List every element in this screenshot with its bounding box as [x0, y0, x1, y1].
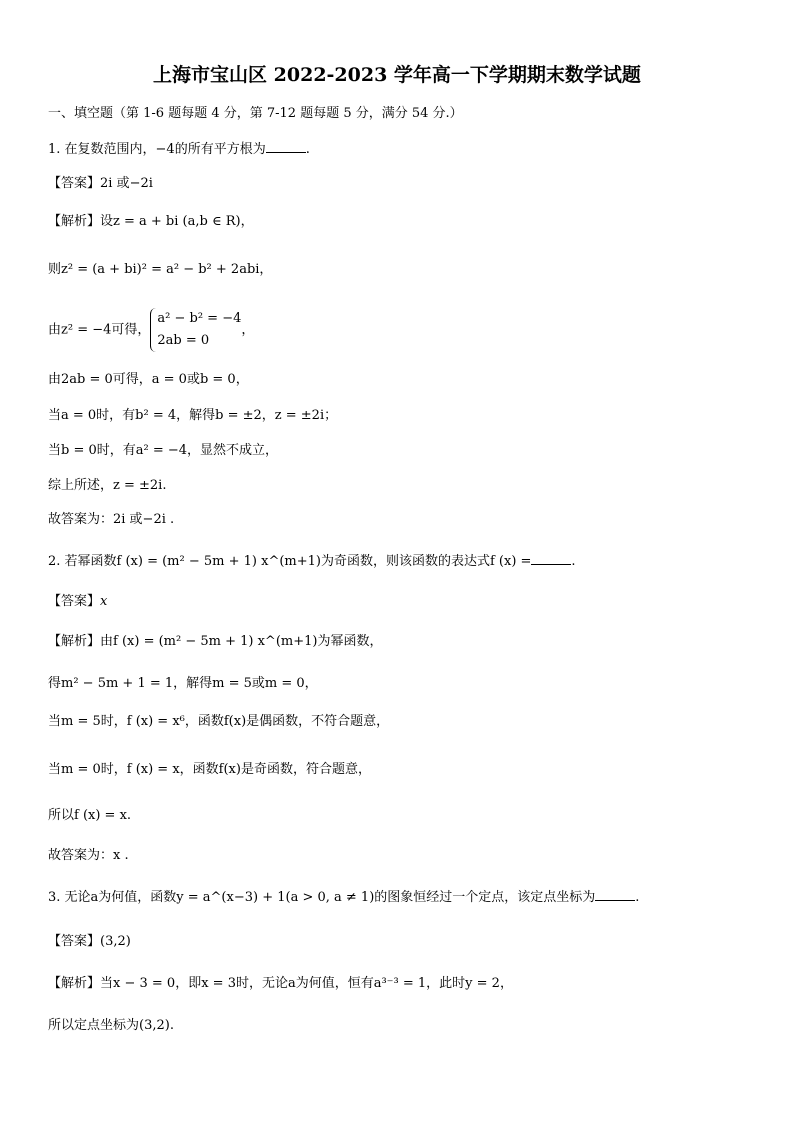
q2-stem-end: . [571, 554, 576, 569]
equation-system [150, 308, 241, 352]
q2-solution-line [48, 632, 382, 652]
q1-stem-end: . [305, 142, 310, 157]
q3-answer [48, 932, 131, 952]
q1-solution-line: 由2ab = 0可得，a = 0或b = 0， [48, 372, 249, 387]
q2-solution-line: 当m = 5时，f (x) = x⁶，函数f(x)是偶函数，不符合题意， [48, 714, 390, 729]
q3-stem [48, 888, 639, 908]
q3-stem-end: . [635, 890, 640, 905]
q1-solution-line: 当a = 0时，有b² = 4，解得b = ±2，z = ±2i； [48, 408, 338, 423]
equation: a² − b² = −4 [157, 311, 242, 326]
answer-value: (3,2) [100, 934, 131, 949]
q2-stem-text: 2. 若幂函数f (x) = (m² − 5m + 1) x^(m+1)为奇函数，则该函数的表达式f (x) = [48, 554, 532, 569]
q2-answer [48, 592, 107, 612]
q3-solution-line: 所以定点坐标为(3,2). [48, 1018, 174, 1033]
answer-label: 【答案】 [48, 594, 101, 609]
solution-text: 由f (x) = (m² − 5m + 1) x^(m+1)为幂函数， [100, 634, 383, 649]
solution-label: 【解析】 [48, 634, 101, 649]
q1-stem-text: 1. 在复数范围内，−4的所有平方根为 [48, 142, 266, 157]
answer-value: 2i 或−2i [100, 176, 153, 191]
q3-stem-text: 3. 无论a为何值，函数y = a^(x−3) + 1(a > 0, a ≠ 1)的图象恒经过一个定点，该定点坐标为 [48, 890, 596, 905]
q2-stem [48, 552, 576, 572]
answer-label: 【答案】 [48, 934, 101, 949]
q1-answer [48, 174, 153, 194]
q1-solution-line: 则z² = (a + bi)² = a² − b² + 2abi， [48, 262, 273, 277]
solution-text: 当x − 3 = 0，即x = 3时，无论a为何值，恒有a³⁻³ = 1，此时y = 2， [100, 976, 513, 991]
q1-stem [48, 140, 310, 160]
q2-solution-line: 故答案为：x . [48, 848, 129, 863]
equation: 2ab = 0 [157, 333, 210, 348]
q1-solution-line: 当b = 0时，有a² = −4，显然不成立， [48, 443, 279, 458]
section-heading: 一、填空题（第 1-6 题每题 4 分，第 7-12 题每题 5 分，满分 54 分.） [48, 106, 463, 121]
answer-blank [266, 140, 306, 153]
answer-blank [531, 552, 571, 565]
answer-value: x [100, 594, 108, 609]
q1-solution-line [48, 212, 254, 232]
q1-solution-line: 故答案为：2i 或−2i . [48, 512, 175, 527]
solution-label: 【解析】 [48, 976, 101, 991]
q2-solution-line: 得m² − 5m + 1 = 1，解得m = 5或m = 0， [48, 676, 318, 691]
answer-blank [595, 888, 635, 901]
q3-solution-line [48, 974, 513, 994]
q1-solution-line: 综上所述，z = ±2i. [48, 478, 167, 493]
solution-text: 设z = a + bi (a,b ∈ R)， [100, 214, 254, 229]
q2-solution-line: 所以f (x) = x. [48, 808, 132, 823]
solution-text: ， [241, 322, 255, 338]
page-title: 上海市宝山区 2022-2023 学年高一下学期期末数学试题 [153, 64, 641, 86]
answer-label: 【答案】 [48, 176, 101, 191]
q2-solution-line: 当m = 0时，f (x) = x，函数f(x)是奇函数，符合题意， [48, 762, 371, 777]
solution-text: 由z² = −4可得， [48, 322, 151, 338]
solution-label: 【解析】 [48, 214, 101, 229]
q1-solution-line [48, 308, 254, 353]
